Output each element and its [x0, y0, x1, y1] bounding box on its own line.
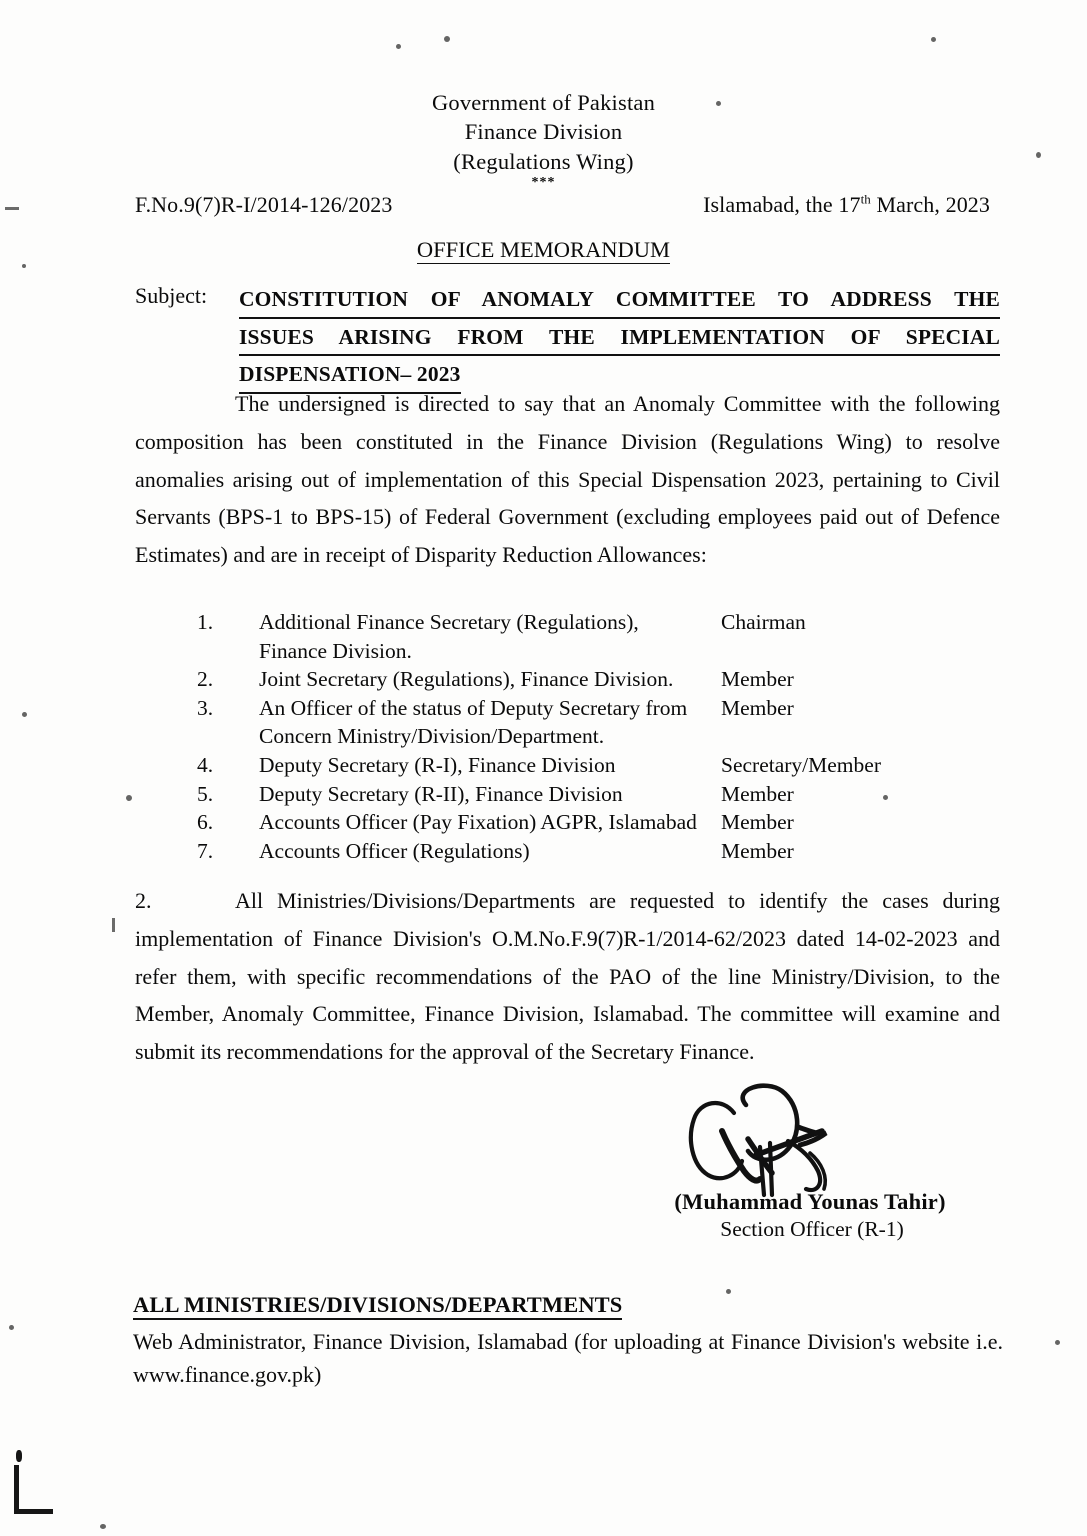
- subject-text: [239, 283, 1000, 396]
- scan-speck: [100, 1524, 106, 1529]
- list-item: [197, 665, 997, 694]
- item-role: Secretary/Member: [721, 752, 881, 777]
- list-item: [197, 751, 997, 780]
- scan-speck: [1055, 1340, 1060, 1345]
- date-place-prefix: Islamabad, the: [703, 192, 839, 217]
- org-name: Government of Pakistan: [431, 90, 656, 115]
- item-number: 5.: [197, 781, 214, 806]
- item-designation: Accounts Officer (Pay Fixation) AGPR, Islamabad: [259, 810, 697, 835]
- scan-crop-mark: [14, 1465, 53, 1514]
- scan-speck: [883, 795, 888, 800]
- date-day: 17: [838, 192, 861, 217]
- date-month-year: March, 2023: [870, 192, 990, 217]
- signatory-name: (Muhammad Younas Tahir): [674, 1189, 946, 1214]
- paragraph-two-number: 2.: [135, 888, 152, 913]
- item-designation: Additional Finance Secretary (Regulations),: [259, 610, 639, 634]
- item-designation-line2: Finance Division.: [259, 638, 412, 663]
- item-designation: Accounts Officer (Regulations): [259, 838, 530, 863]
- letterhead: [0, 88, 1087, 192]
- scan-speck: [931, 37, 936, 42]
- scan-speck: [22, 712, 27, 717]
- item-designation: Joint Secretary (Regulations), Finance Division.: [259, 667, 674, 692]
- wing-name: (Regulations Wing): [453, 148, 634, 174]
- handwritten-signature-icon: [660, 1083, 1020, 1195]
- item-role: Member: [721, 810, 794, 835]
- scan-speck: [396, 44, 401, 49]
- list-item-continuation: [197, 637, 997, 666]
- item-number: 2.: [197, 667, 214, 692]
- date-day-suffix: th: [860, 191, 871, 207]
- scan-tick-mark: [16, 1450, 22, 1462]
- item-number: 1.: [197, 610, 214, 634]
- paragraph-one: [135, 385, 1000, 574]
- item-designation-line2: Concern Ministry/Division/Department.: [259, 724, 605, 749]
- subject-line-3: DISPENSATION– 2023: [239, 358, 461, 394]
- item-role: Member: [721, 667, 794, 692]
- subject-label: Subject:: [135, 283, 208, 308]
- subject-block: [135, 283, 1000, 396]
- footer-heading-label: ALL MINISTRIES/DIVISIONS/DEPARTMENTS: [133, 1292, 622, 1320]
- item-role: Member: [721, 781, 794, 806]
- footer-heading: [133, 1288, 1003, 1322]
- scan-speck: [9, 1325, 14, 1330]
- item-designation: An Officer of the status of Deputy Secretary from: [259, 695, 688, 720]
- item-role-spacer: [721, 637, 997, 666]
- scan-speck: [126, 795, 132, 801]
- scan-speck: [1036, 152, 1041, 158]
- item-role: Chairman: [721, 610, 806, 634]
- scan-edge-dash: [5, 207, 19, 210]
- item-number: 7.: [197, 838, 214, 863]
- scan-speck: [444, 36, 450, 42]
- item-designation: Deputy Secretary (R-II), Finance Division: [259, 781, 623, 806]
- signatory-title: Section Officer (R-1): [720, 1217, 904, 1241]
- list-item: [197, 837, 997, 866]
- list-item: [197, 608, 997, 637]
- document-type-title: [0, 237, 1087, 263]
- subject-line-1: CONSTITUTION OF ANOMALY COMMITTEE TO ADDRESS THE: [239, 283, 1000, 319]
- scan-speck: [22, 264, 26, 268]
- date-line: [703, 192, 990, 218]
- item-number: 4.: [197, 752, 214, 777]
- item-number: 6.: [197, 810, 214, 835]
- item-designation: Deputy Secretary (R-I), Finance Division: [259, 752, 616, 777]
- item-role: Member: [721, 838, 794, 863]
- scan-speck: [716, 101, 721, 106]
- list-item: [197, 808, 997, 837]
- scan-speck: [726, 1289, 731, 1294]
- reference-row: [135, 192, 990, 218]
- scan-edge-dash: [112, 918, 115, 932]
- paragraph-one-text: The undersigned is directed to say that an Anomaly Committee with the following composition has been constituted in the Finance Division (Regulations Wing) to resolve anomalies arising out of implementation of this Special Dispensation 2023, pertaining to Civil Servants (BPS-1 to BPS-15) of Federal Government (excluding employees paid out of Defence Estimates) and are in receipt of Disparity Reduction Allowances:: [135, 391, 1000, 568]
- footer-body: Web Administrator, Finance Division, Islamabad (for uploading at Finance Division's website i.e. www.finance.gov.pk): [133, 1328, 1003, 1387]
- asterisk-separator: ***: [531, 174, 556, 190]
- paragraph-two: [135, 882, 1000, 1071]
- footer-block: [133, 1288, 1003, 1391]
- paragraph-two-text: All Ministries/Divisions/Departments are requested to identify the cases during implementation of Finance Division's O.M.No.F.9(7)R-1/2014-62/2023 dated 14-02-2023 and refer them, with specific recommendations of the PAO of the line Ministry/Division, to the Member, Anomaly Committee, Finance Division, Islamabad. The committee will examine and submit its recommendations for the approval of the Secretary Finance.: [135, 888, 1000, 1065]
- division-name: Finance Division: [464, 119, 623, 145]
- item-role-spacer: [721, 722, 997, 751]
- file-number: F.No.9(7)R-I/2014-126/2023: [135, 192, 393, 217]
- list-item: [197, 780, 997, 809]
- committee-list: [197, 608, 997, 865]
- signature-block: [600, 1083, 1020, 1242]
- list-item: [197, 694, 997, 723]
- item-role: Member: [721, 695, 794, 720]
- item-number: 3.: [197, 695, 214, 720]
- list-item-continuation: [197, 722, 997, 751]
- document-type-label: OFFICE MEMORANDUM: [416, 237, 671, 262]
- subject-line-2: ISSUES ARISING FROM THE IMPLEMENTATION OF SPECIAL: [239, 321, 1000, 357]
